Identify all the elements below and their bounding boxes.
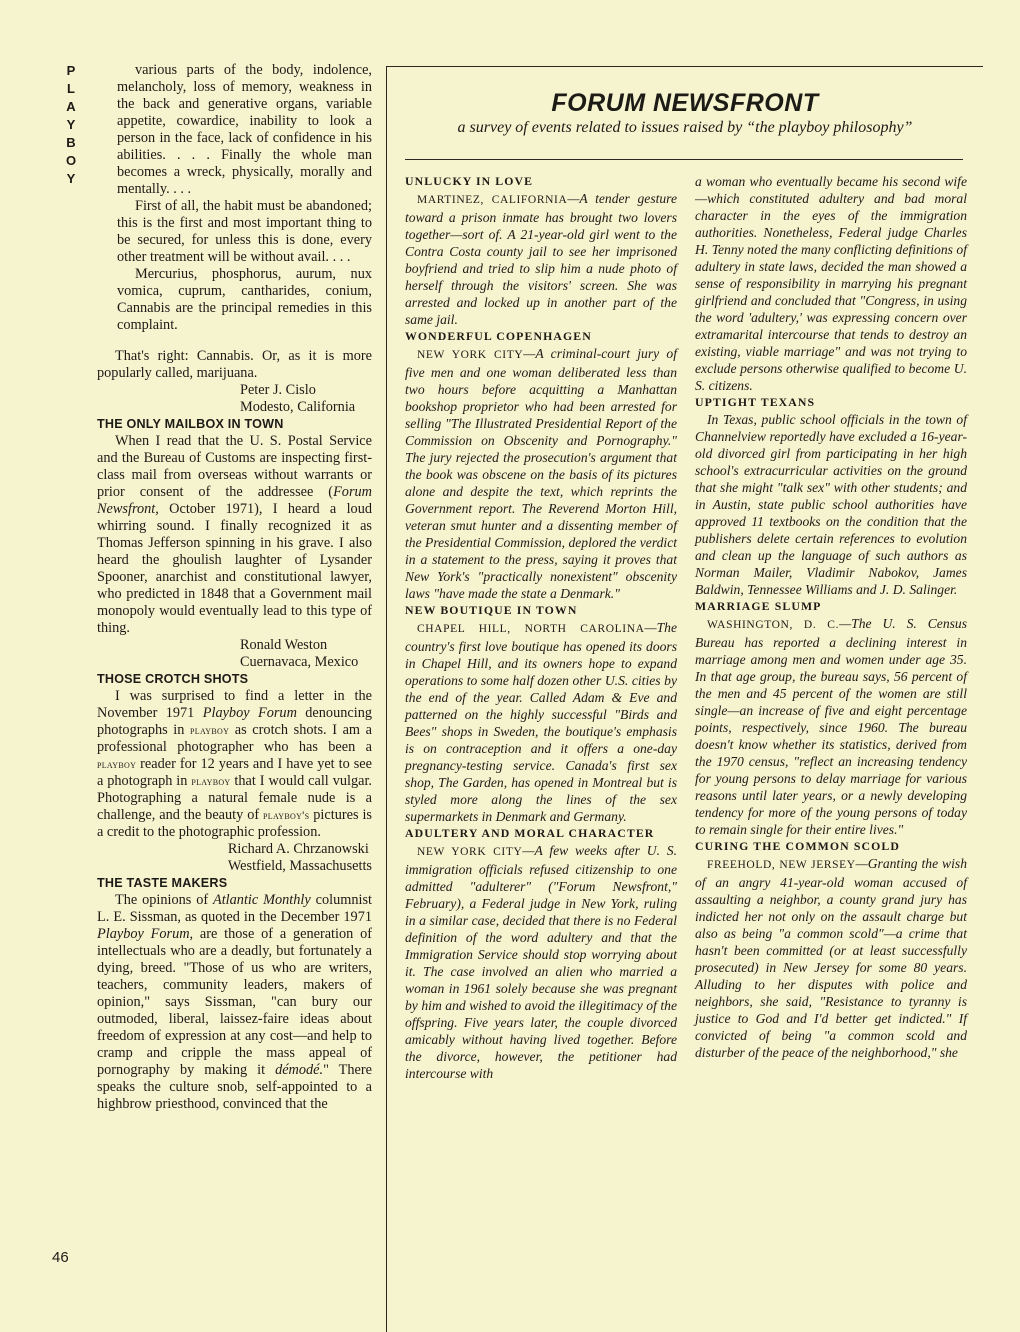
section-subtitle: a survey of events related to issues raised by “the playboy philosophy” (457, 119, 913, 136)
signature-place: Cuernavaca, Mexico (240, 654, 359, 670)
signature-place: Westfield, Massachusetts (227, 858, 372, 874)
divider (405, 159, 963, 160)
sidebar-letter: B (66, 135, 76, 150)
news-column-1 (405, 173, 677, 1082)
letter-paragraph: The opinions of Atlantic Monthly columnist L. E. Sissman, as quoted in the December 1971 Playboy Forum, are those of a generation of intellectuals who are a deadly, but fortunately a dying, breed. "Those of us who are writers, teachers, community leaders, makers of opinion," says Sissman, "can bury our outmoded, liberal, laissez-faire ideas about freedom of expression at any cost—and help to cramp and cripple the mass appeal of pornography by making it démodé." There speaks the culture snob, self-appointed to a highbrow priesthood, convinced that the (97, 892, 373, 1112)
letter-heading: THE TASTE MAKERS (97, 876, 228, 890)
letter-heading: THE ONLY MAILBOX IN TOWN (97, 417, 284, 431)
quote-paragraph: various parts of the body, indolence, melancholy, loss of memory, weakness in the back and generative organs, variable appetite, cowardice, inability to look a person in the face, lack of confidence in his abilities. . . . Finally the whole man becomes a wreck, physically, morally and mentally. . . . (117, 62, 372, 197)
news-item: MARTINEZ, CALIFORNIA—A tender gesture toward a prison inmate has brought two lovers together—sort of. A 21-year-old girl went to the Contra Costa county jail to see her imprisoned boyfriend and tried to slip him a nude photo of herself through the visitors' screen. She was arrested and locked up in another part of the same jail. (405, 191, 677, 327)
letter-paragraph: That's right: Cannabis. Or, as it is more popularly called, marijuana. (97, 348, 372, 381)
dateline: MARTINEZ, CALIFORNIA (417, 194, 568, 206)
sidebar-letter: Y (66, 171, 76, 186)
news-heading: UPTIGHT TEXANS (695, 395, 816, 409)
letter-heading: THOSE CROTCH SHOTS (97, 672, 249, 686)
quote-paragraph: Mercurius, phosphorus, aurum, nux vomica, cuprum, cantharides, conium, Cannabis are the principal remedies in this complaint. (117, 266, 372, 333)
signature-name: Ronald Weston (240, 637, 328, 653)
news-item: In Texas, public school officials in the town of Channelview reportedly have excluded a 16-year-old divorced girl from participating in her high school's extracurricular activities on the ground that she might "talk sex" with other students; and in Austin, state public school authorities have approved 11 textbooks on the condition that the publishers delete certain references to evolution and clean up the language of such authors as Norman Mailer, Vladimir Nabokov, James Baldwin, Tennessee Williams and J. D. Salinger. (695, 412, 967, 597)
forum-newsfront-box (386, 66, 983, 1332)
letter-paragraph: I was surprised to find a letter in the November 1971 Playboy Forum denouncing photographs in playboy as crotch shots. I am a professional photographer who has been a playboy reader for 12 years and I have yet to see a photograph in playboy that I would call vulgar. Photographing a natural female nude is a challenge, and the beauty of playboy's pictures is a credit to the photographic profession. (97, 688, 373, 840)
news-heading: UNLUCKY IN LOVE (405, 174, 534, 188)
news-heading: ADULTERY AND MORAL CHARACTER (405, 826, 655, 840)
news-item: FREEHOLD, NEW JERSEY—Granting the wish of an angry 41-year-old woman accused of assaulting a neighbor, a county grand jury has indicted her not only on the assault charge but also as being "a common scold"—a crime that hasn't been committed (or at least successfully prosecuted) in New Jersey for some 80 years. Alluding to her disputes with police and neighbors, she said, "Resistance to tyranny is justice to God and I'd better get indicted." If convicted of being "a common scold and disturber of the peace of the neighborhood," she (695, 856, 967, 1060)
news-item-continued: a woman who eventually became his second wife—which constituted adultery and bad moral character in the eyes of the immigration authorities. Nonetheless, Federal judge Charles H. Tenny noted the many conflicting definitions of adultery in state laws, decided the man showed a sense of responsibility in marrying his pregnant girlfriend and concluded that "Congress, in using the word 'adultery,' was expressing concern over extramarital intercourse that tends to destroy an existing, viable marriage" and was not trying to exclude persons otherwise qualified to become U. S. citizens. (695, 174, 967, 393)
dateline: NEW YORK CITY (417, 846, 523, 858)
magazine-name-vertical (55, 62, 87, 188)
signature (97, 382, 372, 416)
signature-name: Peter J. Cislo (240, 382, 316, 398)
sidebar-letter: A (66, 99, 76, 114)
section-title: FORUM NEWSFRONT (551, 89, 819, 117)
news-heading: CURING THE COMMON SCOLD (695, 839, 900, 853)
dateline: NEW YORK CITY (417, 349, 524, 361)
news-column-2 (695, 173, 967, 1061)
dateline: CHAPEL HILL, NORTH CAROLINA (417, 623, 645, 635)
signature (97, 841, 372, 875)
letter-paragraph: When I read that the U. S. Postal Service and the Bureau of Customs are inspecting first-class mail from overseas without warrants or prior consent of the addressee (Forum Newsfront, October 1971), I heard a loud whirring sound. I finally recognized it as Thomas Jefferson spinning in his grave. I also heard the ghoulish laughter of Lysander Spooner, anarchist and constitutional lawyer, who predicted in 1848 that a Government mail monopoly would eventually lead to this type of thing. (97, 433, 372, 636)
sidebar-letter: Y (66, 117, 76, 132)
news-heading: WONDERFUL COPENHAGEN (405, 329, 592, 343)
page-number: 46 (52, 1249, 69, 1266)
news-item: WASHINGTON, D. C.—The U. S. Census Bureau has reported a declining interest in marriage among men and women under age 35. In that age group, the bureau says, 56 percent of the men and 45 percent of the women are still single—an increase of five and eight percentage points, respectively, since 1960. The bureau doesn't know whether its statistics, derived from the 1970 census, "reflect an increasing tendency for young persons to delay marriage for various reasons until later years, or a newly developing tendency for more of the young persons of today to remain single for their entire lives." (695, 616, 967, 837)
sidebar-letter: P (66, 63, 76, 78)
news-heading: NEW BOUTIQUE IN TOWN (405, 603, 578, 617)
news-item: NEW YORK CITY—A few weeks after U. S. immigration officials refused citizenship to one admitted "adulterer" ("Forum Newsfront," February), a Federal judge in New York, ruling in a similar case, decided that there is no Federal definition of the word adultery and that the Immigration Service should stop worrying about it. The case involved an alien who married a woman in 1961 solely because she was pregnant by him and wished to avoid the illegitimacy of the offspring. Five years later, the couple divorced amicably without having lived together. Before the divorce, however, the petitioner had intercourse with (405, 843, 678, 1081)
signature (97, 637, 372, 671)
sidebar-letter: O (65, 153, 77, 168)
dateline: FREEHOLD, NEW JERSEY (707, 859, 856, 871)
news-item: NEW YORK CITY—A criminal-court jury of five men and one woman deliberated less than two hours before acquitting a Manhattan bookshop proprietor who had been arrested for selling "The Illustrated Presidential Report of the Commission on Obscenity and Pornography." The jury rejected the prosecution's argument that the book was obscene on the basis of its pictures alone and despite the text, which reprints the Government report. The Reverend Morton Hill, veteran smut hunter and a dissenting member of the Presidential Commission, deplored the verdict in a statement to the press, saying it proves that New York's "practically nonexistent" obscenity laws "have made the state a Denmark." (405, 346, 677, 601)
dateline: WASHINGTON, D. C. (707, 619, 840, 631)
signature-place: Modesto, California (240, 399, 356, 415)
sidebar-letter: L (67, 81, 75, 96)
news-item: CHAPEL HILL, NORTH CAROLINA—The country's first love boutique has opened its doors in Chapel Hill, and its owners hope to expand operations to some half dozen other U.S. cities by the end of the year. Called Adam & Eve and patterned on the highly successful "Birds and Bees" shops in Sweden, the boutique's emphasis is on contraception and it offers a one-day pregnancy-testing service. Canada's first sex shop, The Garden, has opened in Montreal but is styled more along the lines of the sex supermarkets in Denmark and Germany. (405, 620, 677, 824)
quoted-passage (97, 62, 372, 334)
quote-paragraph: First of all, the habit must be abandoned; this is the first and most important thing to be secured, for unless this is done, every other treatment will be without avail. . . . (117, 198, 372, 265)
news-heading: MARRIAGE SLUMP (695, 599, 822, 613)
letters-column (97, 62, 372, 1113)
signature-name: Richard A. Chrzanowski (227, 841, 369, 857)
